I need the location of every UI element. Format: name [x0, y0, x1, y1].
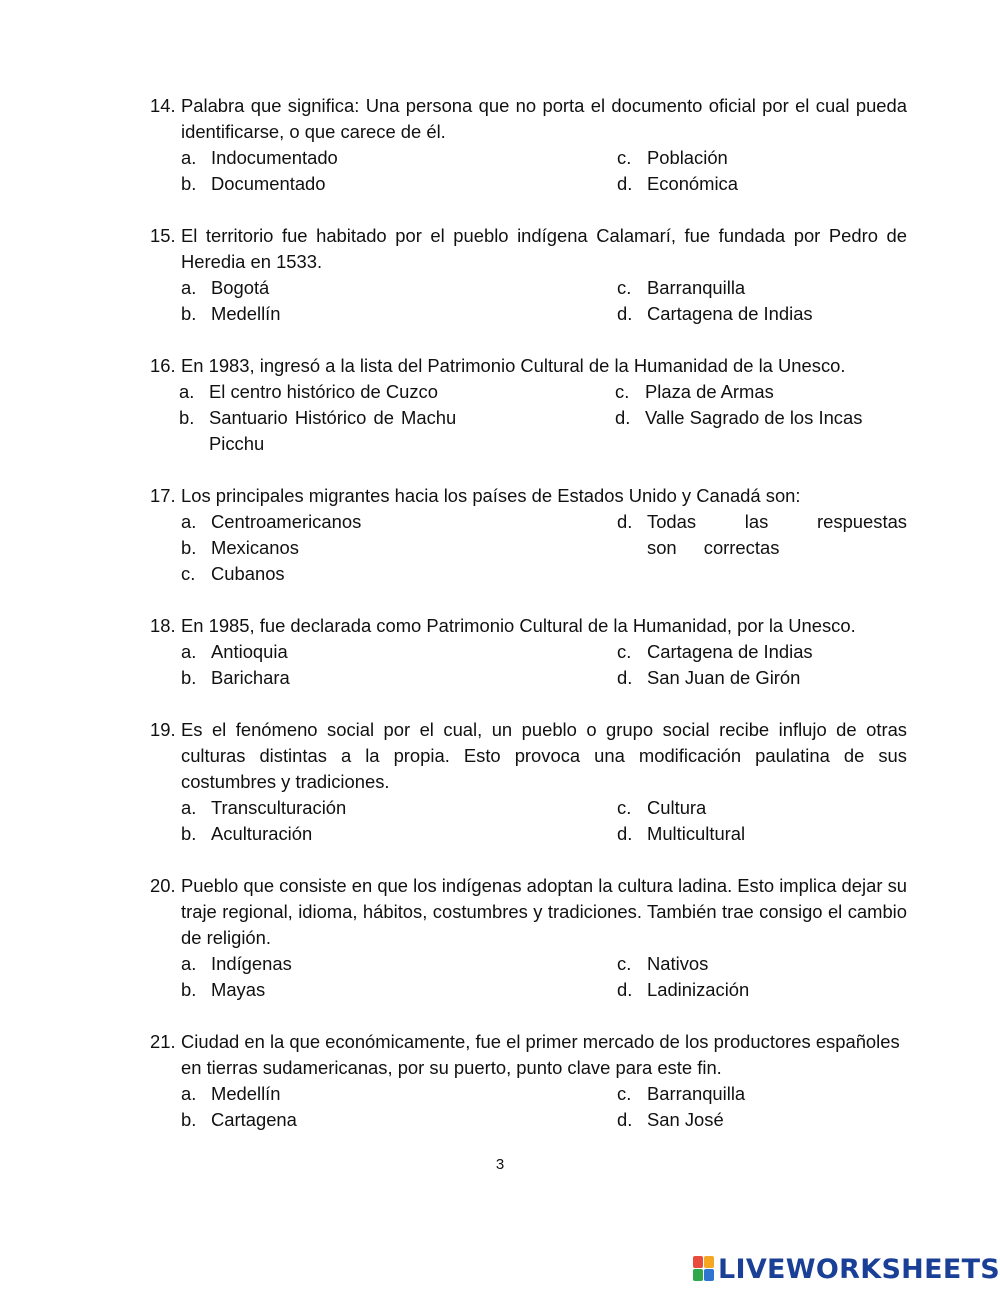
option-15a[interactable] — [181, 275, 581, 301]
option-letter: c. — [617, 1083, 632, 1104]
question-number: 18. — [150, 615, 176, 636]
option-text: Ladinización — [647, 979, 750, 1000]
option-letter: c. — [181, 563, 196, 584]
option-14a[interactable] — [181, 145, 581, 171]
option-text: Indígenas — [211, 953, 292, 974]
option-16d[interactable] — [615, 405, 907, 431]
option-19c[interactable] — [617, 795, 907, 821]
question-19 — [150, 717, 907, 795]
option-14d[interactable] — [617, 171, 907, 197]
option-letter: c. — [617, 797, 632, 818]
option-letter: d. — [617, 173, 633, 194]
question-text: Ciudad en la que económicamente, fue el primer mercado de los productores españoles en tierras sudamericanas, por su puerto, punto clave para este fin. — [181, 1031, 900, 1078]
question-number: 15. — [150, 225, 176, 246]
option-text: Antioquia — [211, 641, 288, 662]
logo-square — [693, 1256, 703, 1268]
question-number: 19. — [150, 719, 176, 740]
option-18c[interactable] — [617, 639, 907, 665]
option-letter: d. — [617, 1109, 633, 1130]
option-text: Santuario Histórico de Machu Picchu — [209, 407, 457, 454]
option-letter: a. — [181, 511, 197, 532]
question-20 — [150, 873, 907, 951]
option-14b[interactable] — [181, 171, 581, 197]
option-text: Documentado — [211, 173, 326, 194]
option-17c[interactable] — [181, 561, 581, 587]
option-16a[interactable] — [179, 379, 589, 405]
option-18d[interactable] — [617, 665, 907, 691]
option-text: Transculturación — [211, 797, 347, 818]
option-15c[interactable] — [617, 275, 907, 301]
logo-square — [704, 1256, 714, 1268]
option-14c[interactable] — [617, 145, 907, 171]
question-number: 16. — [150, 355, 176, 376]
option-text: Multicultural — [647, 823, 746, 844]
option-text: Aculturación — [211, 823, 313, 844]
question-14 — [150, 93, 907, 145]
option-21c[interactable] — [617, 1081, 907, 1107]
option-letter: c. — [617, 277, 632, 298]
option-text: Mexicanos — [211, 537, 299, 558]
option-letter: d. — [617, 823, 633, 844]
option-text: El centro histórico de Cuzco — [209, 381, 438, 402]
question-text: Es el fenómeno social por el cual, un pueblo o grupo social recibe influjo de otras culturas distintas a la propia. Esto provoca una modificación paulatina de sus costumbres y tradiciones. — [181, 719, 907, 792]
option-letter: a. — [181, 147, 197, 168]
option-text: Indocumentado — [211, 147, 338, 168]
question-text: Palabra que significa: Una persona que no porta el documento oficial por el cual pueda identificarse, o que carece de él. — [181, 95, 907, 142]
option-letter: d. — [615, 407, 631, 428]
logo-mark-icon — [693, 1256, 715, 1282]
brand-name: LIVEWORKSHEETS — [718, 1253, 1000, 1285]
option-text: Bogotá — [211, 277, 270, 298]
option-19d[interactable] — [617, 821, 907, 847]
question-17 — [150, 483, 907, 509]
option-letter: a. — [181, 797, 197, 818]
question-16 — [150, 353, 907, 379]
option-letter: a. — [179, 381, 195, 402]
option-19b[interactable] — [181, 821, 581, 847]
option-text: Todas las respuestas son correctas — [647, 511, 907, 558]
question-text: En 1983, ingresó a la lista del Patrimonio Cultural de la Humanidad de la Unesco. — [181, 355, 846, 376]
option-21a[interactable] — [181, 1081, 581, 1107]
option-text: Cartagena — [211, 1109, 297, 1130]
option-letter: b. — [181, 667, 197, 688]
option-text: Barichara — [211, 667, 290, 688]
option-18a[interactable] — [181, 639, 581, 665]
option-text: San José — [647, 1109, 724, 1130]
option-text: San Juan de Girón — [647, 667, 801, 688]
option-20c[interactable] — [617, 951, 907, 977]
option-letter: c. — [615, 381, 630, 402]
option-21b[interactable] — [181, 1107, 581, 1133]
question-21 — [150, 1029, 907, 1081]
option-letter: c. — [617, 953, 632, 974]
option-text: Cultura — [647, 797, 707, 818]
option-text: Nativos — [647, 953, 709, 974]
option-letter: a. — [181, 277, 197, 298]
page-number: 3 — [495, 1156, 505, 1173]
option-text: Cartagena de Indias — [647, 303, 813, 324]
option-letter: b. — [181, 1109, 197, 1130]
option-text: Medellín — [211, 1083, 281, 1104]
logo-square — [693, 1269, 703, 1281]
question-text: Pueblo que consiste en que los indígenas adoptan la cultura ladina. Esto implica dejar su traje regional, idioma, hábitos, costumbres y tradiciones. También trae consigo el cambio de religión. — [181, 875, 907, 948]
option-16c[interactable] — [615, 379, 907, 405]
option-letter: b. — [179, 407, 195, 428]
option-letter: d. — [617, 511, 633, 532]
option-letter: b. — [181, 173, 197, 194]
option-text: Plaza de Armas — [645, 381, 774, 402]
option-20d[interactable] — [617, 977, 907, 1003]
option-text: Valle Sagrado de los Incas — [645, 407, 863, 428]
option-text: Mayas — [211, 979, 266, 1000]
option-17d[interactable] — [617, 509, 907, 561]
question-number: 14. — [150, 95, 176, 116]
option-17b[interactable] — [181, 535, 581, 561]
option-letter: c. — [617, 147, 632, 168]
option-text: Barranquilla — [647, 1083, 746, 1104]
option-letter: a. — [181, 1083, 197, 1104]
option-letter: b. — [181, 823, 197, 844]
option-letter: d. — [617, 667, 633, 688]
option-20b[interactable] — [181, 977, 581, 1003]
option-text: Centroamericanos — [211, 511, 362, 532]
option-text: Población — [647, 147, 728, 168]
option-19a[interactable] — [181, 795, 581, 821]
option-16b[interactable] — [179, 405, 471, 457]
option-letter: c. — [617, 641, 632, 662]
option-letter: d. — [617, 979, 633, 1000]
option-letter: b. — [181, 537, 197, 558]
option-letter: b. — [181, 303, 197, 324]
question-15 — [150, 223, 907, 275]
option-letter: a. — [181, 953, 197, 974]
option-21d[interactable] — [617, 1107, 907, 1133]
option-15d[interactable] — [617, 301, 907, 327]
option-text: Cubanos — [211, 563, 285, 584]
option-text: Barranquilla — [647, 277, 746, 298]
question-text: Los principales migrantes hacia los países de Estados Unido y Canadá son: — [181, 485, 801, 506]
question-18 — [150, 613, 907, 639]
logo-square — [704, 1269, 714, 1281]
option-15b[interactable] — [181, 301, 581, 327]
option-letter: d. — [617, 303, 633, 324]
option-text: Cartagena de Indias — [647, 641, 813, 662]
option-20a[interactable] — [181, 951, 581, 977]
option-letter: b. — [181, 979, 197, 1000]
question-text: En 1985, fue declarada como Patrimonio Cultural de la Humanidad, por la Unesco. — [181, 615, 856, 636]
question-number: 21. — [150, 1031, 176, 1052]
option-letter: a. — [181, 641, 197, 662]
option-text: Económica — [647, 173, 738, 194]
option-text: Medellín — [211, 303, 281, 324]
question-text: El territorio fue habitado por el pueblo indígena Calamarí, fue fundada por Pedro de Heredia en 1533. — [181, 225, 907, 272]
question-number: 20. — [150, 875, 176, 896]
option-17a[interactable] — [181, 509, 581, 535]
option-18b[interactable] — [181, 665, 581, 691]
question-number: 17. — [150, 485, 176, 506]
liveworksheets-logo[interactable] — [693, 1254, 1000, 1284]
